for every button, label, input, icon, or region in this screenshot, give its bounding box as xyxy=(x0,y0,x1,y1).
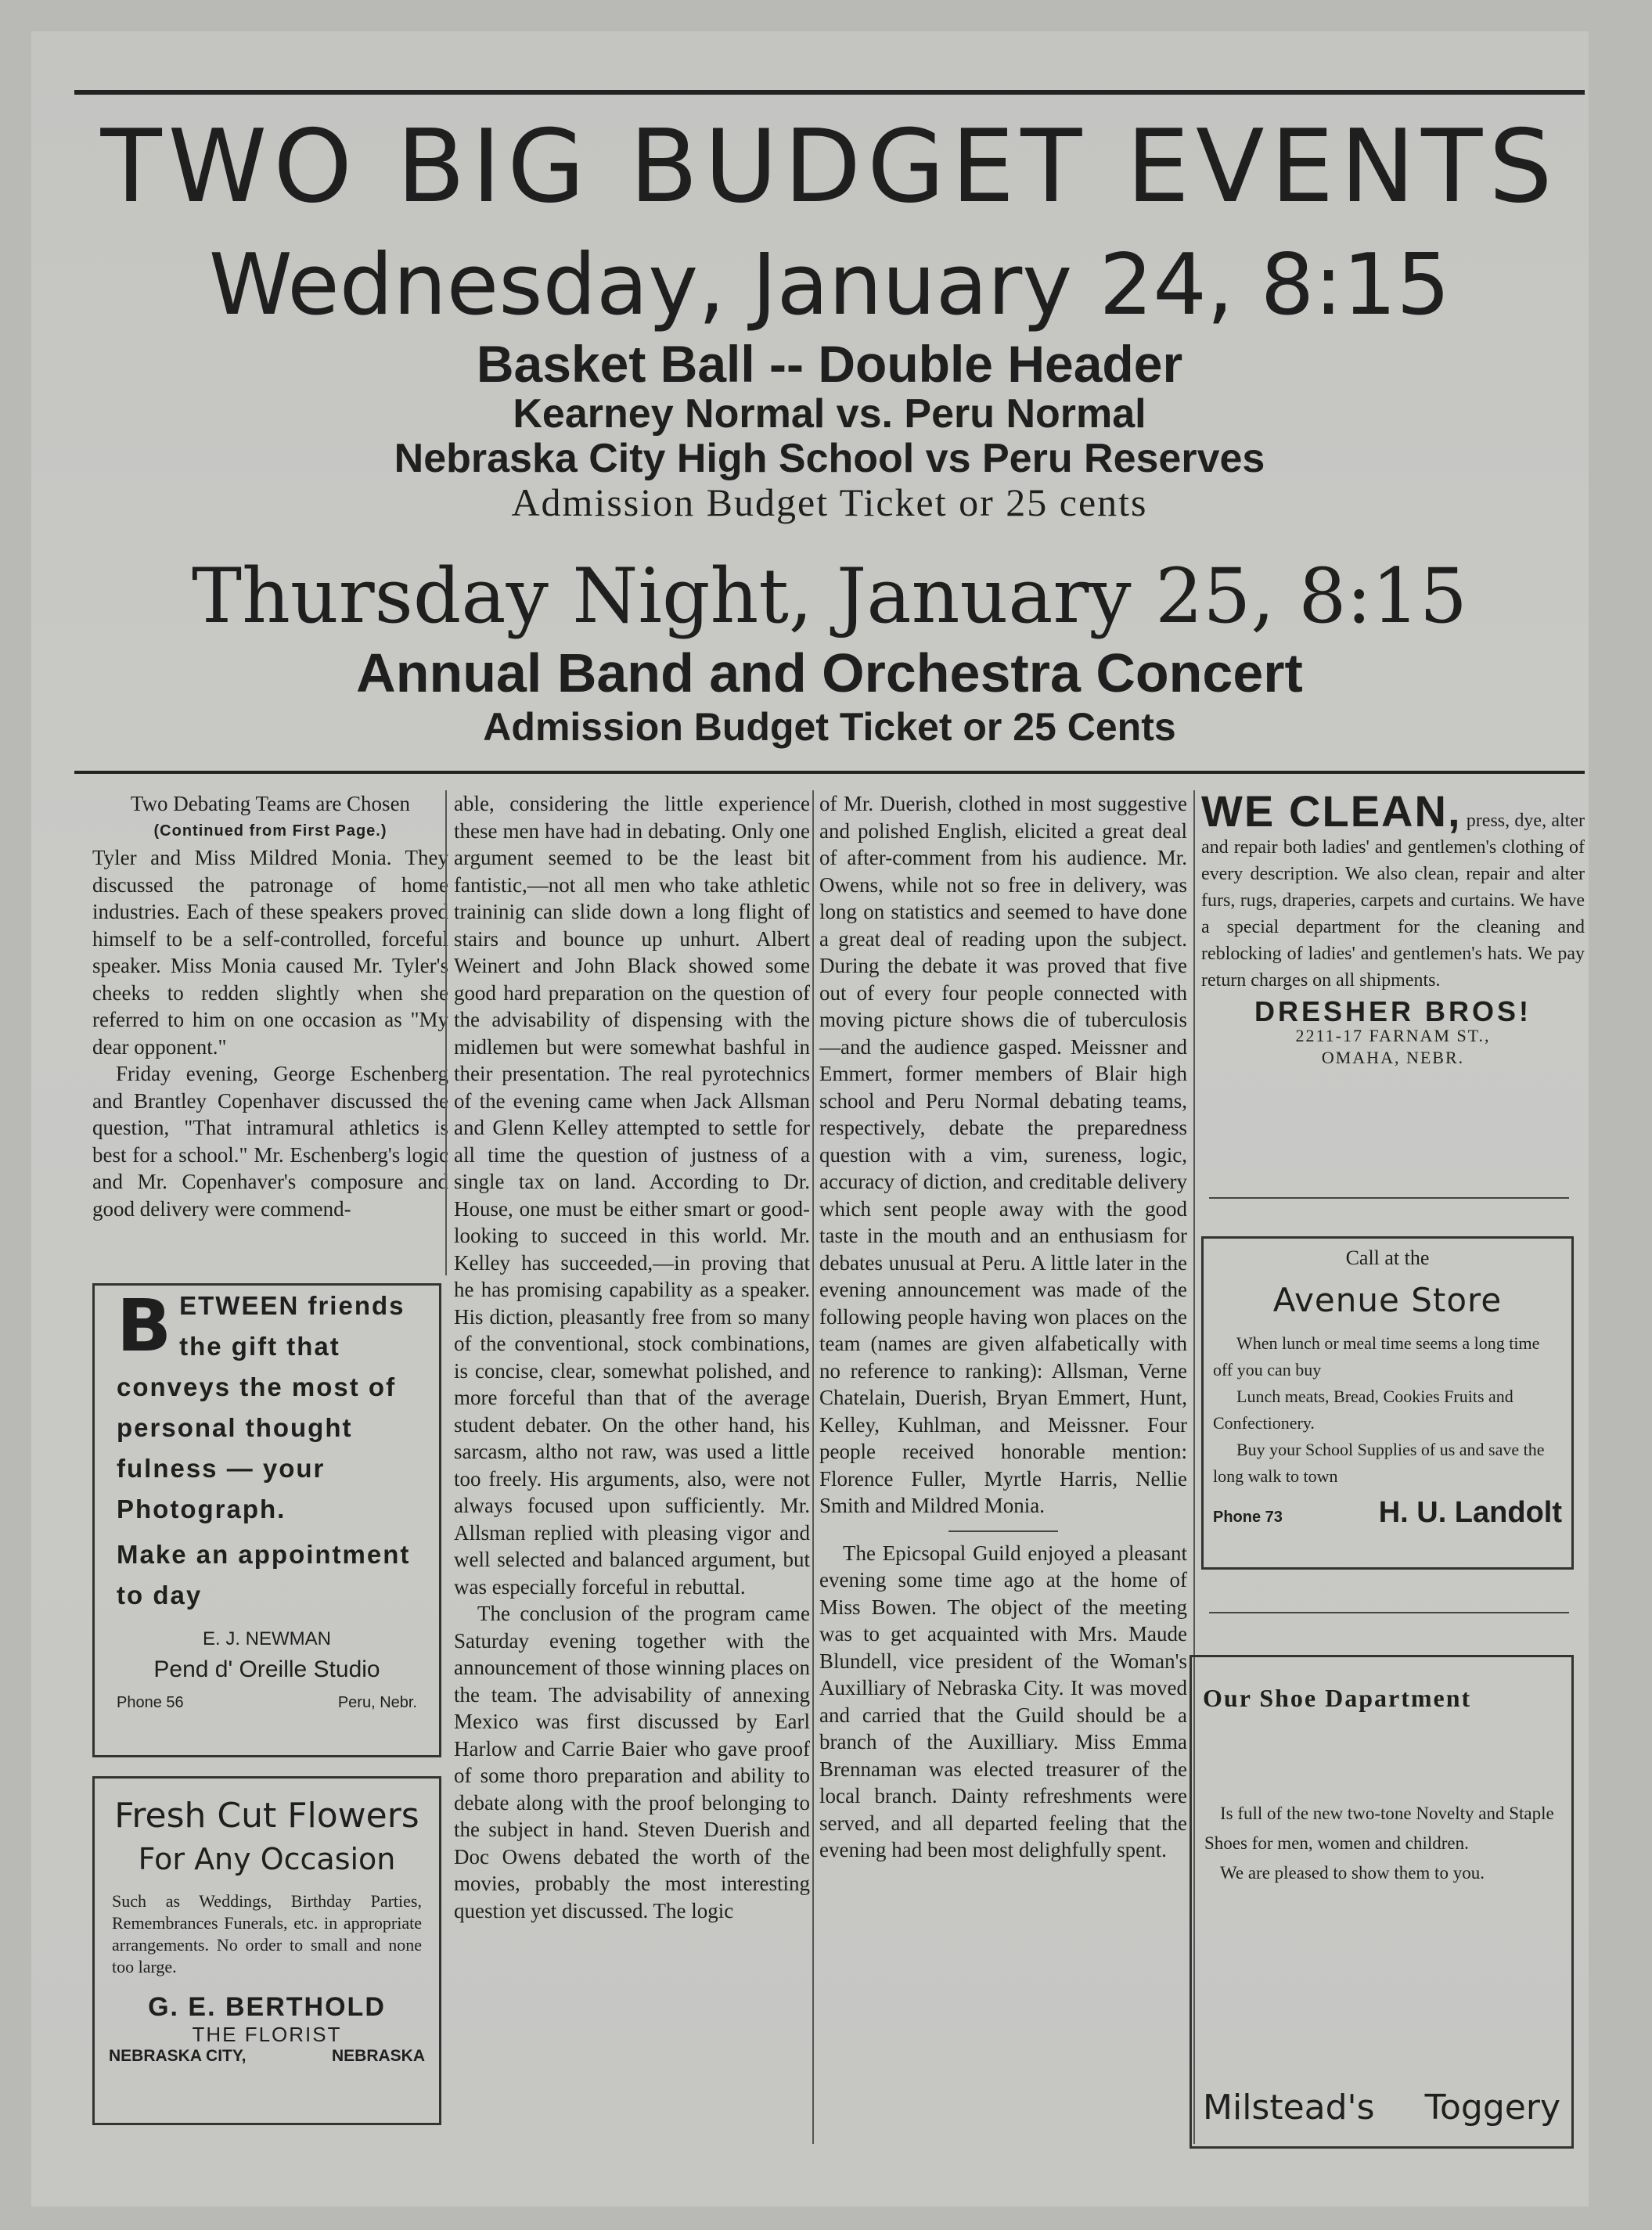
event1-game2: Nebraska City High School vs Peru Reserves xyxy=(394,435,1265,481)
avenue-ad-phone: Phone 73 xyxy=(1213,1509,1283,1526)
section-rule xyxy=(1209,1612,1569,1613)
column-divider xyxy=(812,790,814,2144)
shoe-ad-title: Our Shoe Dapartment xyxy=(1203,1684,1472,1712)
drop-cap: B xyxy=(117,1284,174,1368)
section-rule xyxy=(1209,1197,1569,1199)
shoe-department-ad xyxy=(1190,1655,1574,2149)
photo-ad-text: ETWEEN friends the gift that conveys the most of personal thought fulness — your Photograph. xyxy=(117,1291,405,1523)
article-paragraph: Tyler and Miss Mildred Monia. They discussed the patronage of home industries. Each of these speakers proved himself to be a self-controlled, forceful speaker. Miss Monia caused Mr. Tyler's cheeks to redden slightly when she referred to him on one occasion as "My dear opponent." xyxy=(92,846,448,1059)
cleaning-ad-address-2: OMAHA, NEBR. xyxy=(1321,1048,1465,1067)
florist-ad-sub: THE FLORIST xyxy=(192,2023,342,2046)
banner-title: TWO BIG BUDGET EVENTS xyxy=(100,109,1559,225)
photo-ad-appointment: Make an appointment to day xyxy=(117,1540,411,1610)
shoe-ad-paragraph: Is full of the new two-tone Novelty and Staple Shoes for men, women and children. xyxy=(1204,1804,1554,1853)
shoe-ad-name-1: Milstead's xyxy=(1203,2088,1375,2127)
event1-name: Basket Ball -- Double Header xyxy=(476,335,1183,394)
event2-name: Annual Band and Orchestra Concert xyxy=(356,642,1303,703)
events-banner xyxy=(74,102,1585,750)
article-paragraph: Friday evening, George Eschenberg and Brantley Copenhaver discussed the question, "That intramural athletics is best for a school." Mr. Eschenberg's logic and Mr. Copenhaver's composure and good delivery were commend- xyxy=(92,1062,448,1221)
cleaning-ad-address-1: 2211-17 FARNAM ST., xyxy=(1295,1026,1491,1045)
mid-rule xyxy=(74,771,1585,774)
photo-ad-phone: Phone 56 xyxy=(117,1694,184,1711)
top-rule xyxy=(74,90,1585,95)
guild-paragraph: The Epicsopal Guild enjoyed a pleasant evening some time ago at the home of Miss Bowen. The object of the meeting was to get acquainted with Mrs. Maude Blundell, vice president of the Woman's Auxilliary of Nebraska City. It was moved and carried that the Guild should be a branch of the Auxilliary. Miss Emma Brennaman was elected treasurer of the local branch. Dainty refreshments were served, and all departed feeling that the evening had been most delighfully spent. xyxy=(819,1541,1187,1861)
article-headline: Two Debating Teams are Chosen xyxy=(130,792,411,815)
florist-ad-state: NEBRASKA xyxy=(331,2047,425,2065)
event2-date: Thursday Night, January 25, 8:15 xyxy=(192,552,1467,641)
cleaning-ad-lead: WE CLEAN, xyxy=(1201,786,1462,836)
photo-ad-town: Peru, Nebr. xyxy=(337,1694,417,1711)
article-column-3 xyxy=(819,790,1187,1864)
event1-game1: Kearney Normal vs. Peru Normal xyxy=(513,390,1146,437)
event1-date: Wednesday, January 24, 8:15 xyxy=(208,236,1451,334)
avenue-ad-paragraph: Buy your School Supplies of us and save the long walk to town xyxy=(1213,1440,1545,1486)
article-paragraph: The conclusion of the program came Saturday evening together with the announcement of those winning places on the team. The advisability of annexing Mexico was first discussed by Earl Harlow and Carrie Baier who gave proof of some thoro preparation and ability to debate along with the proof belonging to the subject in hand. Steven Duerish and Doc Owens debated the worth of the movies, probably the most interesting question yet discussed. The logic xyxy=(454,1602,810,1922)
florist-ad-city: NEBRASKA CITY, xyxy=(109,2047,247,2065)
photo-ad-studio: Pend d' Oreille Studio xyxy=(153,1656,380,1682)
section-rule xyxy=(948,1530,1058,1532)
avenue-ad-name: Avenue Store xyxy=(1272,1281,1503,1319)
article-paragraph: able, considering the little experience these men have had in debating. Only one argument seemed to be the least bit fantistic,—not all men who take athletic traininig can slide down a long flight of stairs and bounce up unhurt. Albert Weinert and John Black showed some good hard preparation on the question of the advisability of dispensing with the midlemen but were somewhat bashful in their presentation. The real pyrotechnics of the evening came when Jack Allsman and Glenn Kelley attempted to settle for all time the question of justness of a single tax on land. According to Dr. House, one must be either smart or good-looking to succeed in this world. Mr. Kelley has succeeded,—in proving that he has promising capability as a speaker. His diction, pleasantly free from so many of the conventional, stock combinations, is concise, clear, somewhat polished, and more forceful than that of the average student debater. On the other hand, his sarcasm, altho not raw, was used a little too freely. His arguments, also, were not always focused upon sufficiently. Mr. Allsman replied with pleasing vigor and well selected and balanced argument, but was especially forceful in rebuttal. xyxy=(454,792,810,1599)
photo-ad-owner: E. J. NEWMAN xyxy=(202,1628,331,1649)
florist-ad-name: G. E. BERTHOLD xyxy=(148,1992,386,2022)
event1-admission: Admission Budget Ticket or 25 cents xyxy=(511,480,1148,525)
shoe-ad-paragraph: We are pleased to show them to you. xyxy=(1220,1863,1485,1883)
cleaning-ad xyxy=(1201,786,1585,1069)
shoe-ad-name-2: Toggery xyxy=(1424,2088,1560,2127)
column-divider xyxy=(445,790,447,1275)
avenue-ad-owner: H. U. Landolt xyxy=(1378,1496,1562,1529)
cleaning-ad-body: press, dye, alter and repair both ladies' and gentlemen's clothing of every description. We also clean, repair and alter furs, rugs, draperies, carpets and curtains. We have a special department for the cleaning and reblocking of ladies' and gentlemen's hats. We pay return charges on all shipments. xyxy=(1201,811,1585,991)
avenue-store-ad xyxy=(1201,1236,1574,1570)
florist-ad-subtitle: For Any Occasion xyxy=(138,1842,396,1876)
avenue-ad-paragraph: Lunch meats, Bread, Cookies Fruits and Confectionery. xyxy=(1213,1387,1513,1433)
article-paragraph: of Mr. Duerish, clothed in most suggestive and polished English, elicited a great deal of after-comment from his audience. Mr. Owens, while not so free in delivery, was long on statistics and seemed to have done a great deal of reading upon the subject. During the debate it was proved that five out of every four people connected with moving picture shows die of tuberculosis—and the audience gasped. Meissner and Emmert, former members of Blair high school and Peru Normal debating teams, respectively, debate the preparedness question with a vim, sureness, logic, accuracy of diction, and creditable delivery which sent people away with the good taste in the mouth and an enthusiasm for debates unusual at Peru. A little later in the evening announcement was made of the following people having won places on the team (names are given alfabetically with no reference to ranking): Allsman, Verne Chatelain, Duerish, Bryan Emmert, Hunt, Kelley, Kuhlman, and Meissner. Four people received honorable mention: Florence Fuller, Myrtle Harris, Nellie Smith and Mildred Monia. xyxy=(819,792,1187,1517)
avenue-ad-paragraph: When lunch or meal time seems a long time off you can buy xyxy=(1213,1333,1540,1379)
article-continued: (Continued from First Page.) xyxy=(153,822,387,840)
photo-studio-ad xyxy=(92,1283,441,1757)
article-column-2 xyxy=(454,790,810,1924)
florist-ad-body: Such as Weddings, Birthday Parties, Remembrances Funerals, etc. in appropriate arrangements. No order to small and none too large. xyxy=(112,1891,422,1976)
article-column-1 xyxy=(92,790,448,1222)
florist-ad xyxy=(92,1776,441,2125)
avenue-ad-call: Call at the xyxy=(1345,1246,1430,1269)
event2-admission: Admission Budget Ticket or 25 Cents xyxy=(483,704,1176,749)
florist-ad-title: Fresh Cut Flowers xyxy=(114,1796,419,1836)
cleaning-ad-firm: DRESHER BROS! xyxy=(1254,995,1532,1027)
